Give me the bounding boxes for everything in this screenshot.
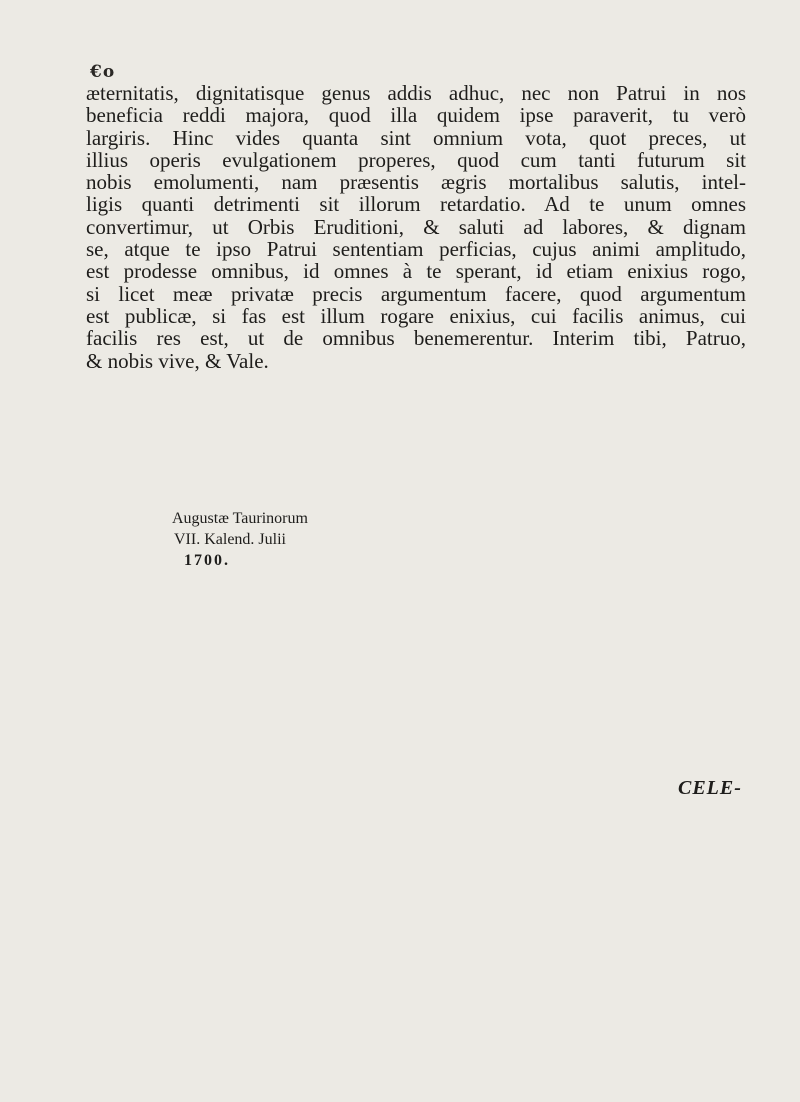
dateline: [140, 508, 380, 571]
letter-line: illius operis evulgationem properes, quod cum tanti futurum sit: [86, 147, 746, 172]
letter-line: æternitatis, dignitatisque genus addis adhuc, nec non Patrui in nos: [86, 81, 746, 105]
letter-line: facilis res est, ut de omnibus benemerentur. Interim tibi, Patruo,: [86, 326, 746, 351]
catchword: CELE-: [678, 777, 742, 799]
letter-line: si licet meæ privatæ precis argumentum facere, quod argumentum: [86, 281, 746, 306]
dateline-day: VII. Kalend. Julii: [174, 531, 286, 548]
letter-line: est publicæ, si fas est illum rogare enixius, cui facilis animus, cui: [86, 303, 746, 328]
letter-line: est prodesse omnibus, id omnes à te sperant, id etiam enixius rogo,: [86, 259, 746, 284]
letter-closing-line: & nobis vive, & Vale.: [86, 348, 269, 373]
letter-line: convertimur, ut Orbis Eruditioni, & saluti ad labores, & dignam: [86, 214, 746, 239]
letter-line: se, atque te ipso Patrui sententiam perficias, cujus animi amplitudo,: [86, 237, 746, 262]
letter-line: beneficia reddi majora, quod illa quidem ipse paraverit, tu verò: [86, 103, 746, 128]
letter-body: [86, 82, 746, 372]
dateline-place: Augustæ Taurinorum: [172, 510, 308, 527]
letter-line: ligis quanti detrimenti sit illorum retardatio. Ad te unum omnes: [86, 192, 746, 217]
letter-line: largiris. Hinc vides quanta sint omnium vota, quot preces, ut: [86, 125, 746, 150]
dateline-year: 1700.: [184, 552, 230, 569]
signature-mark: €o: [90, 62, 116, 82]
letter-line: nobis emolumenti, nam præsentis ægris mortalibus salutis, intel-: [86, 170, 746, 195]
